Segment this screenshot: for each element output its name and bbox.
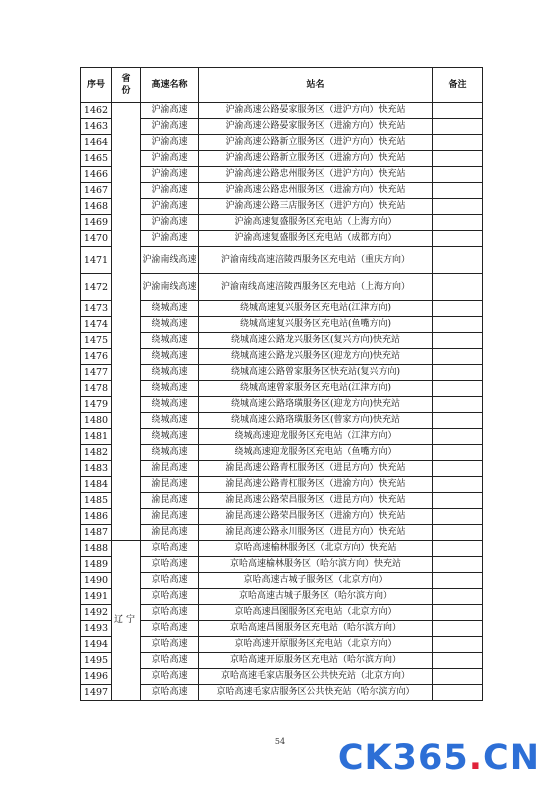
row-remark bbox=[433, 669, 483, 685]
row-seq-number: 1482 bbox=[81, 445, 112, 461]
row-highway-name: 京哈高速 bbox=[141, 589, 199, 605]
table-row bbox=[81, 349, 483, 365]
header-province bbox=[112, 68, 141, 103]
row-station-name: 绕城高速公路曾家服务区快充站(复兴方向) bbox=[199, 365, 433, 381]
row-highway-name: 绕城高速 bbox=[141, 365, 199, 381]
row-highway-name: 京哈高速 bbox=[141, 557, 199, 573]
row-highway-name: 京哈高速 bbox=[141, 605, 199, 621]
header-highway: 高速名称 bbox=[141, 68, 199, 103]
row-station-name: 沪渝南线高速涪陵西服务区充电站（上海方向） bbox=[199, 274, 433, 301]
row-station-name: 沪渝高速公路晏家服务区（进渝方向）快充站 bbox=[199, 119, 433, 135]
row-seq-number: 1496 bbox=[81, 669, 112, 685]
row-remark bbox=[433, 103, 483, 119]
row-highway-name: 绕城高速 bbox=[141, 349, 199, 365]
row-remark bbox=[433, 215, 483, 231]
row-seq-number: 1474 bbox=[81, 317, 112, 333]
row-remark bbox=[433, 365, 483, 381]
table-row bbox=[81, 637, 483, 653]
row-highway-name: 沪渝高速 bbox=[141, 183, 199, 199]
row-highway-name: 绕城高速 bbox=[141, 301, 199, 317]
row-highway-name: 京哈高速 bbox=[141, 573, 199, 589]
row-seq-number: 1492 bbox=[81, 605, 112, 621]
row-remark bbox=[433, 413, 483, 429]
row-seq-number: 1472 bbox=[81, 274, 112, 301]
table-row bbox=[81, 247, 483, 274]
row-remark bbox=[433, 151, 483, 167]
row-station-name: 京哈高速开原服务区充电站（哈尔滨方向） bbox=[199, 653, 433, 669]
row-highway-name: 渝昆高速 bbox=[141, 477, 199, 493]
page-number: 54 bbox=[274, 737, 286, 746]
row-remark bbox=[433, 445, 483, 461]
row-remark bbox=[433, 477, 483, 493]
row-station-name: 京哈高速榆林服务区（哈尔滨方向）快充站 bbox=[199, 557, 433, 573]
row-station-name: 绕城高速公路龙兴服务区(迎龙方向)快充站 bbox=[199, 349, 433, 365]
row-seq-number: 1475 bbox=[81, 333, 112, 349]
row-station-name: 沪渝高速复盛服务区充电站（上海方向） bbox=[199, 215, 433, 231]
table-row bbox=[81, 274, 483, 301]
table-row bbox=[81, 461, 483, 477]
row-seq-number: 1464 bbox=[81, 135, 112, 151]
row-station-name: 渝昆高速公路荣昌服务区（进渝方向）快充站 bbox=[199, 509, 433, 525]
row-highway-name: 渝昆高速 bbox=[141, 493, 199, 509]
table-row bbox=[81, 413, 483, 429]
row-highway-name: 沪渝高速 bbox=[141, 231, 199, 247]
table-row bbox=[81, 119, 483, 135]
province-cell-chongqing bbox=[112, 103, 141, 541]
header-station: 站名 bbox=[199, 68, 433, 103]
row-station-name: 绕城高速复兴服务区充电站(江津方向) bbox=[199, 301, 433, 317]
header-remark: 备注 bbox=[433, 68, 483, 103]
table-row bbox=[81, 167, 483, 183]
row-remark bbox=[433, 557, 483, 573]
row-highway-name: 京哈高速 bbox=[141, 637, 199, 653]
table-row bbox=[81, 397, 483, 413]
row-station-name: 绕城高速公路龙兴服务区(复兴方向)快充站 bbox=[199, 333, 433, 349]
row-seq-number: 1466 bbox=[81, 167, 112, 183]
row-seq-number: 1483 bbox=[81, 461, 112, 477]
row-remark bbox=[433, 589, 483, 605]
table-row bbox=[81, 541, 483, 557]
row-remark bbox=[433, 525, 483, 541]
row-seq-number: 1484 bbox=[81, 477, 112, 493]
row-station-name: 沪渝高速复盛服务区充电站（成都方向） bbox=[199, 231, 433, 247]
row-station-name: 渝昆高速公路永川服务区（进昆方向）快充站 bbox=[199, 525, 433, 541]
watermark-right: CN bbox=[483, 738, 540, 778]
row-highway-name: 沪渝高速 bbox=[141, 135, 199, 151]
row-remark bbox=[433, 167, 483, 183]
row-station-name: 绕城高速迎龙服务区充电站（江津方向） bbox=[199, 429, 433, 445]
row-station-name: 绕城高速复兴服务区充电站(鱼嘴方向) bbox=[199, 317, 433, 333]
header-seq: 序号 bbox=[81, 68, 112, 103]
watermark-dot: . bbox=[468, 738, 484, 778]
row-station-name: 沪渝高速公路三店服务区（进沪方向）快充站 bbox=[199, 199, 433, 215]
row-remark bbox=[433, 573, 483, 589]
row-highway-name: 渝昆高速 bbox=[141, 525, 199, 541]
row-seq-number: 1462 bbox=[81, 103, 112, 119]
row-station-name: 沪渝高速公路新立服务区（进渝方向）快充站 bbox=[199, 151, 433, 167]
row-remark bbox=[433, 493, 483, 509]
table-row bbox=[81, 477, 483, 493]
row-remark bbox=[433, 183, 483, 199]
row-highway-name: 沪渝高速 bbox=[141, 199, 199, 215]
row-station-name: 绕城高速曾家服务区充电站(江津方向) bbox=[199, 381, 433, 397]
row-remark bbox=[433, 333, 483, 349]
row-remark bbox=[433, 605, 483, 621]
row-seq-number: 1497 bbox=[81, 685, 112, 701]
row-seq-number: 1478 bbox=[81, 381, 112, 397]
table-row bbox=[81, 381, 483, 397]
table-row bbox=[81, 685, 483, 701]
table-row bbox=[81, 199, 483, 215]
row-highway-name: 渝昆高速 bbox=[141, 509, 199, 525]
row-seq-number: 1468 bbox=[81, 199, 112, 215]
row-station-name: 京哈高速毛家店服务区公共快充站（哈尔滨方向） bbox=[199, 685, 433, 701]
row-station-name: 京哈高速昌图服务区充电站（哈尔滨方向） bbox=[199, 621, 433, 637]
table-row bbox=[81, 557, 483, 573]
row-seq-number: 1465 bbox=[81, 151, 112, 167]
row-remark bbox=[433, 621, 483, 637]
row-remark bbox=[433, 509, 483, 525]
row-seq-number: 1477 bbox=[81, 365, 112, 381]
row-station-name: 京哈高速古城子服务区（哈尔滨方向） bbox=[199, 589, 433, 605]
table-row bbox=[81, 429, 483, 445]
row-highway-name: 绕城高速 bbox=[141, 381, 199, 397]
row-station-name: 绕城高速公路珞璜服务区(曾家方向)快充站 bbox=[199, 413, 433, 429]
row-seq-number: 1480 bbox=[81, 413, 112, 429]
row-remark bbox=[433, 653, 483, 669]
table-row bbox=[81, 103, 483, 119]
row-highway-name: 绕城高速 bbox=[141, 429, 199, 445]
table-row bbox=[81, 525, 483, 541]
table-row bbox=[81, 621, 483, 637]
row-highway-name: 沪渝高速 bbox=[141, 167, 199, 183]
row-remark bbox=[433, 637, 483, 653]
row-remark bbox=[433, 429, 483, 445]
row-highway-name: 京哈高速 bbox=[141, 621, 199, 637]
province-cell-liaoning bbox=[112, 541, 141, 701]
row-seq-number: 1488 bbox=[81, 541, 112, 557]
row-station-name: 沪渝高速公路忠州服务区（进渝方向）快充站 bbox=[199, 183, 433, 199]
table-row bbox=[81, 445, 483, 461]
row-seq-number: 1467 bbox=[81, 183, 112, 199]
row-remark bbox=[433, 274, 483, 301]
row-station-name: 京哈高速昌图服务区充电站（北京方向） bbox=[199, 605, 433, 621]
table-row bbox=[81, 653, 483, 669]
table-row bbox=[81, 231, 483, 247]
table-row bbox=[81, 365, 483, 381]
row-seq-number: 1481 bbox=[81, 429, 112, 445]
row-seq-number: 1476 bbox=[81, 349, 112, 365]
table-body bbox=[81, 103, 483, 701]
row-remark bbox=[433, 397, 483, 413]
row-seq-number: 1479 bbox=[81, 397, 112, 413]
header-province-label: 省份 bbox=[121, 74, 131, 96]
row-seq-number: 1486 bbox=[81, 509, 112, 525]
row-highway-name: 绕城高速 bbox=[141, 317, 199, 333]
row-remark bbox=[433, 541, 483, 557]
row-highway-name: 京哈高速 bbox=[141, 541, 199, 557]
row-highway-name: 沪渝高速 bbox=[141, 103, 199, 119]
row-remark bbox=[433, 381, 483, 397]
table-row bbox=[81, 151, 483, 167]
row-remark bbox=[433, 349, 483, 365]
row-seq-number: 1487 bbox=[81, 525, 112, 541]
row-seq-number: 1469 bbox=[81, 215, 112, 231]
row-seq-number: 1491 bbox=[81, 589, 112, 605]
row-remark bbox=[433, 119, 483, 135]
charging-station-table bbox=[80, 67, 483, 701]
table-row bbox=[81, 605, 483, 621]
row-station-name: 绕城高速迎龙服务区充电站（鱼嘴方向） bbox=[199, 445, 433, 461]
row-highway-name: 京哈高速 bbox=[141, 669, 199, 685]
row-remark bbox=[433, 135, 483, 151]
site-watermark-logo bbox=[338, 738, 540, 778]
table-row bbox=[81, 509, 483, 525]
watermark-left: CK365 bbox=[337, 738, 469, 778]
table-row bbox=[81, 135, 483, 151]
row-station-name: 沪渝高速公路忠州服务区（进沪方向）快充站 bbox=[199, 167, 433, 183]
row-station-name: 沪渝南线高速涪陵西服务区充电站（重庆方向） bbox=[199, 247, 433, 274]
row-highway-name: 沪渝南线高速 bbox=[141, 274, 199, 301]
row-seq-number: 1489 bbox=[81, 557, 112, 573]
row-station-name: 京哈高速榆林服务区（北京方向）快充站 bbox=[199, 541, 433, 557]
row-station-name: 渝昆高速公路荣昌服务区（进昆方向）快充站 bbox=[199, 493, 433, 509]
row-seq-number: 1493 bbox=[81, 621, 112, 637]
row-seq-number: 1473 bbox=[81, 301, 112, 317]
row-station-name: 绕城高速公路珞璜服务区(迎龙方向)快充站 bbox=[199, 397, 433, 413]
table-row bbox=[81, 301, 483, 317]
row-highway-name: 渝昆高速 bbox=[141, 461, 199, 477]
row-remark bbox=[433, 461, 483, 477]
table-row bbox=[81, 493, 483, 509]
row-station-name: 渝昆高速公路青杠服务区（进渝方向）快充站 bbox=[199, 477, 433, 493]
row-highway-name: 沪渝高速 bbox=[141, 119, 199, 135]
row-seq-number: 1463 bbox=[81, 119, 112, 135]
row-highway-name: 沪渝高速 bbox=[141, 215, 199, 231]
table-row bbox=[81, 183, 483, 199]
row-station-name: 京哈高速古城子服务区（北京方向） bbox=[199, 573, 433, 589]
table-header-row bbox=[81, 68, 483, 103]
row-seq-number: 1485 bbox=[81, 493, 112, 509]
table-row bbox=[81, 669, 483, 685]
row-highway-name: 京哈高速 bbox=[141, 653, 199, 669]
row-remark bbox=[433, 199, 483, 215]
row-highway-name: 绕城高速 bbox=[141, 445, 199, 461]
row-remark bbox=[433, 685, 483, 701]
table-row bbox=[81, 215, 483, 231]
row-remark bbox=[433, 247, 483, 274]
table-row bbox=[81, 333, 483, 349]
row-seq-number: 1490 bbox=[81, 573, 112, 589]
row-highway-name: 沪渝南线高速 bbox=[141, 247, 199, 274]
table-row bbox=[81, 573, 483, 589]
row-seq-number: 1495 bbox=[81, 653, 112, 669]
row-remark bbox=[433, 317, 483, 333]
table-row bbox=[81, 317, 483, 333]
row-station-name: 沪渝高速公路新立服务区（进沪方向）快充站 bbox=[199, 135, 433, 151]
row-highway-name: 绕城高速 bbox=[141, 397, 199, 413]
row-remark bbox=[433, 231, 483, 247]
row-seq-number: 1470 bbox=[81, 231, 112, 247]
row-highway-name: 绕城高速 bbox=[141, 333, 199, 349]
row-highway-name: 京哈高速 bbox=[141, 685, 199, 701]
row-highway-name: 绕城高速 bbox=[141, 413, 199, 429]
row-highway-name: 沪渝高速 bbox=[141, 151, 199, 167]
row-remark bbox=[433, 301, 483, 317]
row-station-name: 沪渝高速公路晏家服务区（进沪方向）快充站 bbox=[199, 103, 433, 119]
row-seq-number: 1471 bbox=[81, 247, 112, 274]
row-station-name: 京哈高速毛家店服务区公共快充站（北京方向） bbox=[199, 669, 433, 685]
province-label: 辽宁 bbox=[113, 615, 138, 625]
row-seq-number: 1494 bbox=[81, 637, 112, 653]
table-row bbox=[81, 589, 483, 605]
row-station-name: 京哈高速开原服务区充电站（北京方向） bbox=[199, 637, 433, 653]
row-station-name: 渝昆高速公路青杠服务区（进昆方向）快充站 bbox=[199, 461, 433, 477]
